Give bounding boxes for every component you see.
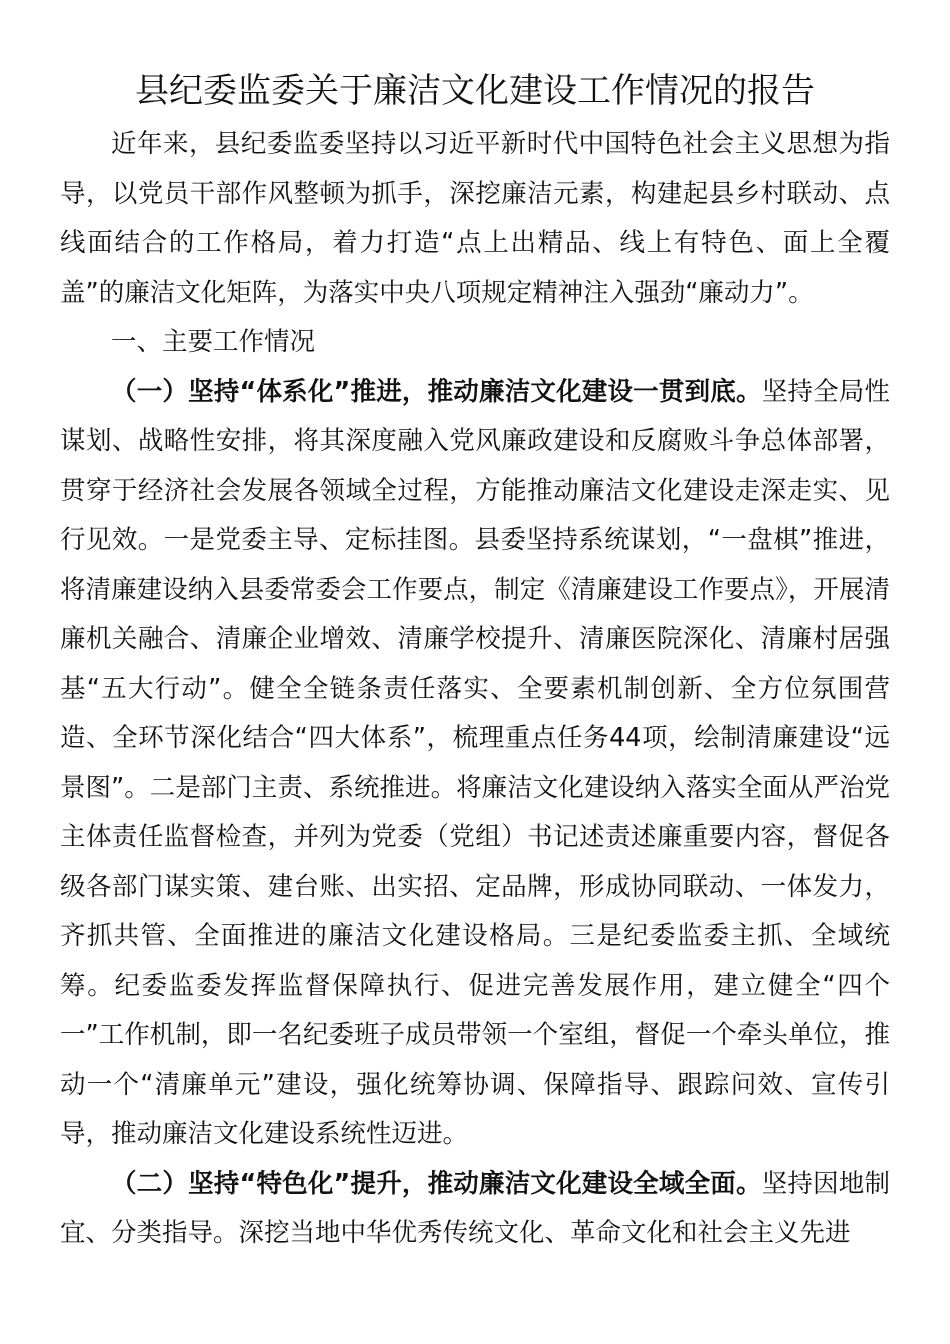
part-one-body: 坚持全局性谋划、战略性安排，将其深度融入党风廉政建设和反腐败斗争总体部署，贯穿于经济社会发展各领域全过程，方能推动廉洁文化建设走深走实、见行见效。一是党委主导、定标挂图。县委坚持系统谋划，“一盘棋”推进，将清廉建设纳入县委常委会工作要点，制定《清廉建设工作要点》，开展清廉机关融合、清廉企业增效、清廉学校提升、清廉医院深化、清廉村居强基“五大行动”。健全全链条责任落实、全要素机制创新、全方位氛围营造、全环节深化结合“四大体系”，梳理重点任务44项，绘制清廉建设“远景图”。二是部门主责、系统推进。将廉洁文化建设纳入落实全面从严治党主体责任监督检查，并列为党委（党组）书记述责述廉重要内容，督促各级各部门谋实策、建台账、出实招、定品牌，形成协同联动、一体发力，齐抓共管、全面推进的廉洁文化建设格局。三是纪委监委主抓、全域统筹。纪委监委发挥监督保障执行、促进完善发展作用，建立健全“四个一”工作机制，即一名纪委班子成员带领一个室组，督促一个牵头单位，推动一个“清廉单元”建设，强化统筹协调、保障指导、跟踪问效、宣传引导，推动廉洁文化建设系统性迈进。 bbox=[60, 376, 890, 1149]
part-two-body: 坚持因地制宜、分类指导。深挖当地中华优秀传统文化、革命文化和社会主义先进 bbox=[60, 1168, 890, 1248]
document-title: 县纪委监委关于廉洁文化建设工作情况的报告 bbox=[135, 71, 815, 111]
part-two-lead: （二）坚持“特色化”提升，推动廉洁文化建设全域全面。 bbox=[111, 1168, 762, 1199]
section-heading: 一、主要工作情况 bbox=[111, 327, 316, 357]
intro-paragraph: 近年来，县纪委监委坚持以习近平新时代中国特色社会主义思想为指导，以党员干部作风整顿为抓手，深挖廉洁元素，构建起县乡村联动、点线面结合的工作格局，着力打造“点上出精品、线上有特色、面上全覆盖”的廉洁文化矩阵，为落实中央八项规定精神注入强劲“廉动力”。 bbox=[60, 129, 890, 308]
part-one-paragraph bbox=[60, 368, 890, 1160]
part-one-lead: （一）坚持“体系化”推进，推动廉洁文化建设一贯到底。 bbox=[111, 376, 762, 407]
part-two-paragraph bbox=[60, 1160, 890, 1259]
